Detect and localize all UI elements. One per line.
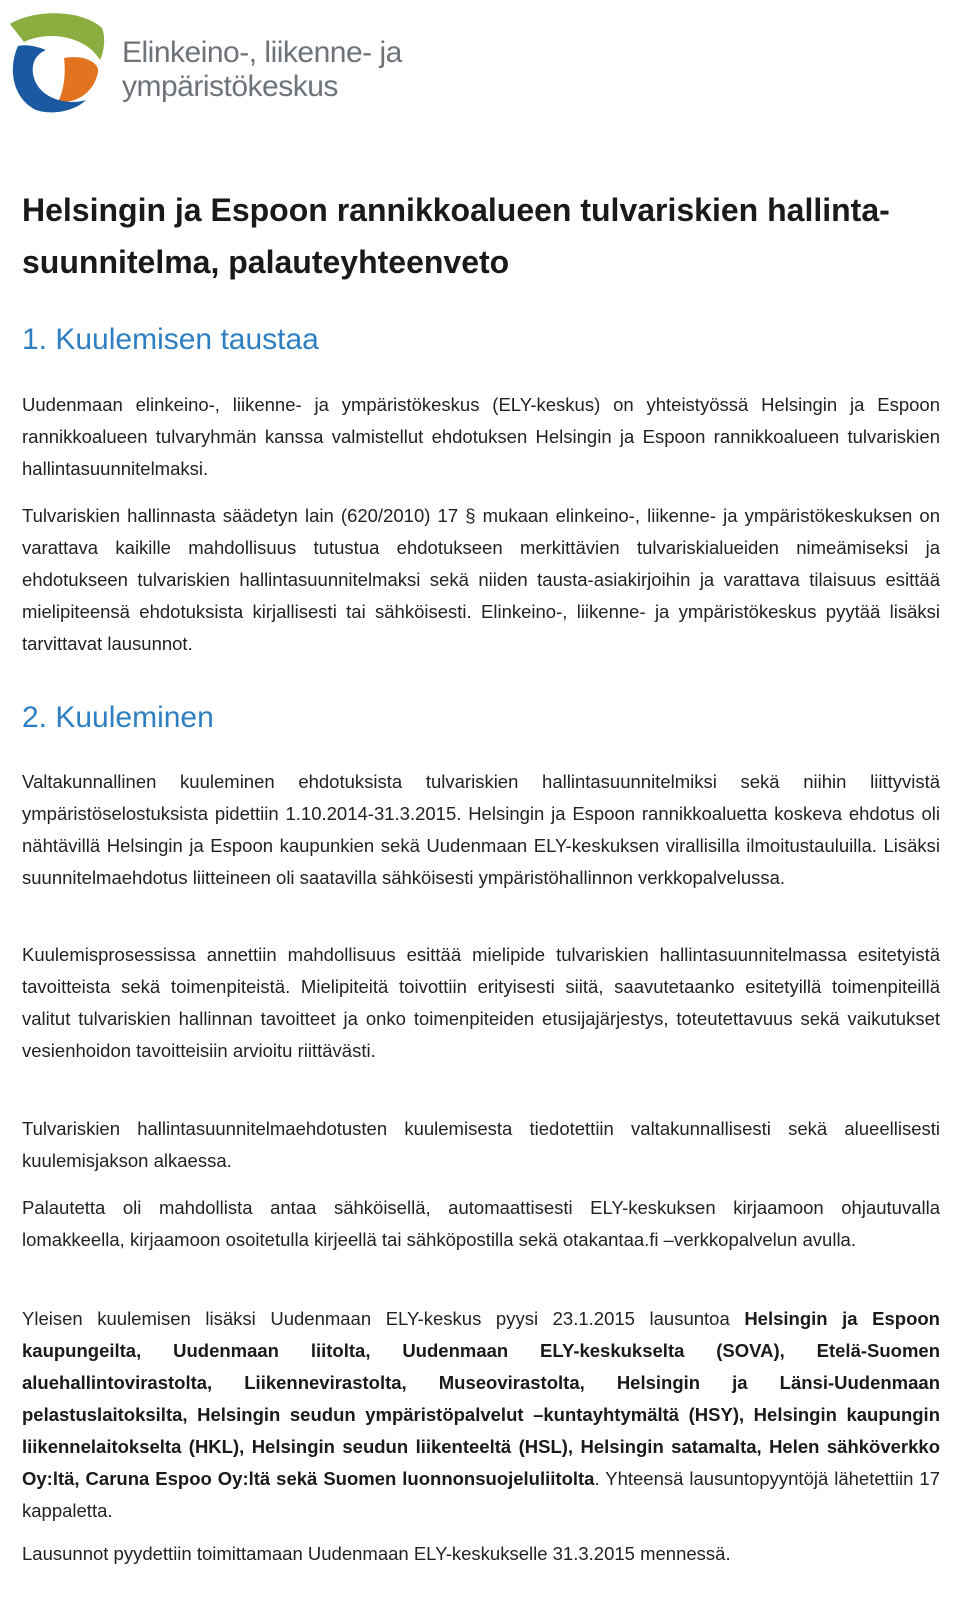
section-2-heading: 2. Kuuleminen (22, 701, 214, 734)
ely-logo (2, 6, 422, 116)
request-outro: . Yhteensä lausuntopyyntöjä lähetettiin 17 kappaletta. (22, 1468, 940, 1521)
ely-logo-icon (2, 6, 112, 116)
logo-line-2: ympäristökeskus (122, 70, 338, 103)
title-line-1: Helsingin ja Espoon rannikkoalueen tulvariskien hallinta- (22, 192, 890, 228)
document-title (22, 184, 940, 288)
section-1-paragraph-1: Uudenmaan elinkeino-, liikenne- ja ympäristökeskus (ELY-keskus) on yhteistyössä Helsingin ja Espoon rannikkoalueen tulvaryhmän kanssa valmistellut ehdotuksen Helsingin ja Espoon rannikkoalueen tulvariskien hallintasuunnitelmaksi. (22, 394, 940, 479)
section-2-paragraph-6: Lausunnot pyydettiin toimittamaan Uudenmaan ELY-keskukselle 31.3.2015 mennessä. (22, 1543, 731, 1564)
request-intro: Yleisen kuulemisen lisäksi Uudenmaan ELY-keskus pyysi 23.1.2015 lausuntoa (22, 1308, 745, 1329)
section-2-paragraph-2: Kuulemisprosessissa annettiin mahdollisuus esittää mielipide tulvariskien hallintasuunnitelmassa esitetyistä tavoitteista sekä toimenpiteistä. Mielipiteitä toivottiin erityisesti siitä, saavutetaanko esitetyillä toimenpiteillä valitut tulvariskien hallinnan tavoitteet ja onko toimenpiteiden etusijajärjestys, toteutettavuus sekä vaikutukset vesienhoidon tavoitteisiin arvioitu riittävästi. (22, 944, 940, 1061)
section-2-paragraph-1: Valtakunnallinen kuuleminen ehdotuksista tulvariskien hallintasuunnitelmiksi sekä niihin liittyvistä ympäristöselostuksista pidettiin 1.10.2014-31.3.2015. Helsingin ja Espoon rannikkoaluetta koskeva ehdotus oli nähtävillä Helsingin ja Espoon kaupunkien sekä Uudenmaan ELY-keskuksen virallisilla ilmoitustauluilla. Lisäksi suunnitelmaehdotus liitteineen oli saatavilla sähköisesti ympäristöhallinnon verkkopalvelussa. (22, 771, 940, 888)
title-line-2: suunnitelma, palauteyhteenveto (22, 244, 510, 280)
section-2-paragraph-5 (22, 1303, 940, 1527)
section-2-paragraph-4: Palautetta oli mahdollista antaa sähköisellä, automaattisesti ELY-keskuksen kirjaamoon ohjautuvalla lomakkeella, kirjaamoon osoitetulla kirjeellä tai sähköpostilla sekä otakantaa.fi –verkkopalvelun avulla. (22, 1197, 940, 1250)
section-1-heading: 1. Kuulemisen taustaa (22, 323, 319, 356)
section-1-paragraph-2: Tulvariskien hallinnasta säädetyn lain (620/2010) 17 § mukaan elinkeino-, liikenne- ja ympäristökeskuksen on varattava kaikille mahdollisuus tutustua ehdotukseen merkittävien tulvariskialueiden nimeämiseksi ja ehdotukseen tulvariskien hallintasuunnitelmaksi sekä niiden tausta-asiakirjoihin ja varattava tilaisuus esittää mielipiteensä ehdotuksista kirjallisesti tai sähköisesti. Elinkeino-, liikenne- ja ympäristökeskus pyytää lisäksi tarvittavat lausunnot. (22, 505, 940, 654)
ely-logo-wordmark (122, 36, 402, 104)
logo-line-1: Elinkeino-, liikenne- ja (122, 36, 402, 69)
request-recipients: Helsingin ja Espoon kaupungeilta, Uudenmaan liitolta, Uudenmaan ELY-keskukselta (SOVA), Etelä-Suomen aluehallintovirastolta, Liikennevirastolta, Museovirastolta, Helsingin ja Länsi-Uudenmaan pelastuslaitoksilta, Helsingin seudun ympäristöpalvelut –kuntayhtymältä (HSY), Helsingin kaupungin liikennelaitokselta (HKL), Helsingin seudun liikenteeltä (HSL), Helsingin satamalta, Helen sähköverkko Oy:ltä, Caruna Espoo Oy:ltä sekä Suomen luonnonsuojeluliitolta (22, 1308, 940, 1489)
section-2-paragraph-3: Tulvariskien hallintasuunnitelmaehdotusten kuulemisesta tiedotettiin valtakunnallisesti sekä alueellisesti kuulemisjakson alkaessa. (22, 1118, 940, 1171)
